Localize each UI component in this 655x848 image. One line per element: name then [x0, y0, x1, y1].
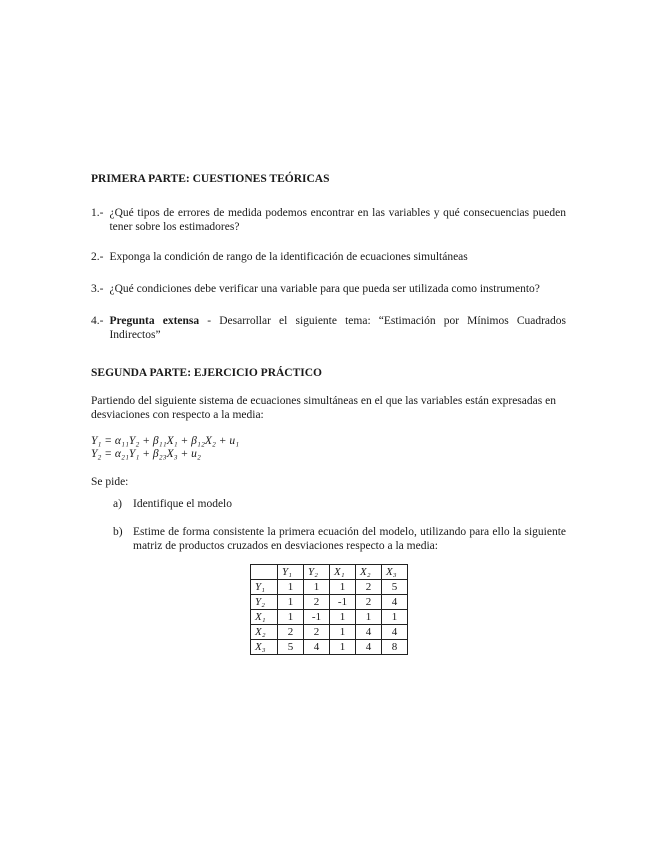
item-label: b) [113, 526, 123, 538]
matrix-cell: 1 [278, 580, 304, 595]
matrix-corner [251, 565, 278, 580]
matrix-cell: 2 [356, 595, 382, 610]
part2-title: SEGUNDA PARTE: EJERCICIO PRÁCTICO [91, 367, 323, 379]
part1-title: PRIMERA PARTE: CUESTIONES TEÓRICAS [91, 173, 330, 185]
matrix-header-row [251, 565, 408, 580]
exam-page [91, 172, 566, 653]
matrix-cell: 1 [330, 640, 356, 655]
question-3 [91, 282, 566, 296]
item-text: Identifique el modelo [133, 498, 232, 510]
item-a [113, 497, 566, 511]
matrix-cell: 2 [304, 595, 330, 610]
question-number: 1.- [91, 207, 104, 219]
item-label: a) [113, 498, 122, 510]
matrix-col-header: X₂ [356, 565, 382, 580]
question-2 [91, 250, 566, 264]
matrix-cell: 1 [356, 610, 382, 625]
matrix-col-header: Y₂ [304, 565, 330, 580]
matrix-cell: 4 [356, 640, 382, 655]
question-number: 4.- [91, 315, 104, 327]
matrix-cell: 1 [278, 595, 304, 610]
matrix-cell: -1 [304, 610, 330, 625]
question-text: ¿Qué condiciones debe verificar una variable para que pueda ser utilizada como instrumento? [109, 283, 540, 295]
question-1 [91, 206, 566, 234]
matrix-cell: 4 [382, 595, 408, 610]
exercise-intro: Partiendo del siguiente sistema de ecuaciones simultáneas en el que las variables están expresadas en desviaciones con respecto a la media: [91, 395, 556, 421]
matrix-cell: 1 [330, 625, 356, 640]
matrix-row [251, 595, 408, 610]
matrix-row-header: X₁ [251, 610, 278, 625]
cross-product-matrix [250, 564, 408, 655]
matrix-col-header: Y₁ [278, 565, 304, 580]
matrix-row-header: Y₂ [251, 595, 278, 610]
matrix-cell: 1 [304, 580, 330, 595]
matrix-cell: 2 [356, 580, 382, 595]
question-text: Exponga la condición de rango de la identificación de ecuaciones simultáneas [109, 251, 468, 263]
matrix-cell: 1 [330, 610, 356, 625]
matrix-cell: 4 [382, 625, 408, 640]
matrix-cell: 1 [382, 610, 408, 625]
question-number: 3.- [91, 283, 104, 295]
matrix-row [251, 580, 408, 595]
question-body: - Desarrollar el siguiente tema: “Estimación por Mínimos Cuadrados Indirectos” [109, 315, 566, 341]
matrix-row [251, 610, 408, 625]
matrix-cell: 4 [304, 640, 330, 655]
matrix-col-header: X₁ [330, 565, 356, 580]
matrix-cell: 2 [278, 625, 304, 640]
matrix-cell: 4 [356, 625, 382, 640]
se-pide-label: Se pide: [91, 476, 129, 488]
question-text: ¿Qué tipos de errores de medida podemos encontrar en las variables y qué consecuencias pueden tener sobre los estimadores? [109, 207, 566, 233]
item-text: Estime de forma consistente la primera ecuación del modelo, utilizando para ello la siguiente matriz de productos cruzados en desviaciones respecto a la media: [133, 526, 566, 552]
matrix-row-header: Y₁ [251, 580, 278, 595]
matrix-row-header: X₃ [251, 640, 278, 655]
equation-2: Y₂ = α₂₁Y₁ + β₂₃X₃ + u₂ [91, 448, 201, 460]
matrix-row [251, 640, 408, 655]
item-b [113, 525, 566, 553]
matrix-cell: 5 [278, 640, 304, 655]
matrix-cell: 1 [278, 610, 304, 625]
matrix-cell: 1 [330, 580, 356, 595]
equation-1: Y₁ = α₁₁Y₂ + β₁₁X₁ + β₁₂X₂ + u₁ [91, 435, 240, 447]
question-lead: Pregunta extensa [109, 315, 200, 327]
matrix-cell: 5 [382, 580, 408, 595]
matrix-col-header: X₃ [382, 565, 408, 580]
matrix-cell: -1 [330, 595, 356, 610]
matrix-row-header: X₂ [251, 625, 278, 640]
matrix-cell: 2 [304, 625, 330, 640]
matrix-row [251, 625, 408, 640]
matrix-cell: 8 [382, 640, 408, 655]
question-text [109, 314, 566, 342]
question-4 [91, 314, 566, 342]
question-number: 2.- [91, 251, 104, 263]
